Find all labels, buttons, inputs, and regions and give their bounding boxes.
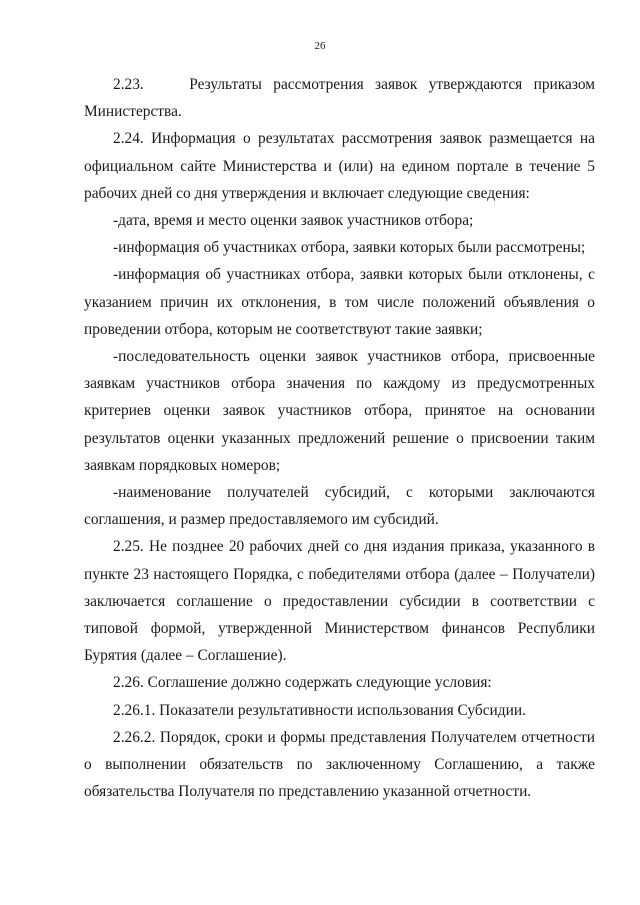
paragraph-2-26-2: 2.26.2. Порядок, сроки и формы представления Получателем отчетности о выполнении обязательств по заключенному Соглашению, а также обязательства Получателя по представлению указанной отчетности. (84, 728, 595, 801)
list-item-sequence: -последовательность оценки заявок участников отбора, присвоенные заявкам участников отбора значения по каждому из предусмотренных критериев оценки заявок участников отбора, принятое на основании результатов оценки указанных предложений решение о присвоении таким заявкам порядковых номеров; (84, 348, 595, 474)
paragraph-2-26: 2.26. Соглашение должно содержать следующие условия: (113, 674, 492, 692)
list-item-rejected: -информация об участниках отбора, заявки которых были отклонены, с указанием причин их отклонения, в том числе положений объявления о проведении отбора, которым не соответствуют такие заявки; (84, 266, 595, 338)
list-item-reviewed: -информация об участниках отбора, заявки которых были рассмотрены; (113, 239, 586, 257)
paragraph-2-26-1: 2.26.1. Показатели результативности использования Субсидии. (113, 701, 526, 719)
list-item-date: -дата, время и место оценки заявок участников отбора; (113, 212, 474, 230)
paragraph-2-25: 2.25. Не позднее 20 рабочих дней со дня издания приказа, указанного в пункте 23 настоящего Порядка, с победителями отбора (далее – Получатели) заключается соглашение о предоставлении субсидии в соответствии с типовой формой, утвержденной Министерством финансов Республики Бурятия (далее – Соглашение). (84, 538, 595, 665)
paragraph-2-23: 2.23. Результаты рассмотрения заявок утверждаются приказом Министерства. (84, 76, 595, 121)
page-number: 26 (314, 40, 326, 52)
paragraph-2-24: 2.24. Информация о результатах рассмотрения заявок размещается на официальном сайте Министерства и (или) на едином портале в течение 5 рабочих дней со дня утверждения и включает следующие сведения: (84, 130, 595, 202)
list-item-recipients: -наименование получателей субсидий, с которыми заключаются соглашения, и размер предоставляемого им субсидий. (84, 484, 595, 529)
document-body (84, 71, 595, 805)
